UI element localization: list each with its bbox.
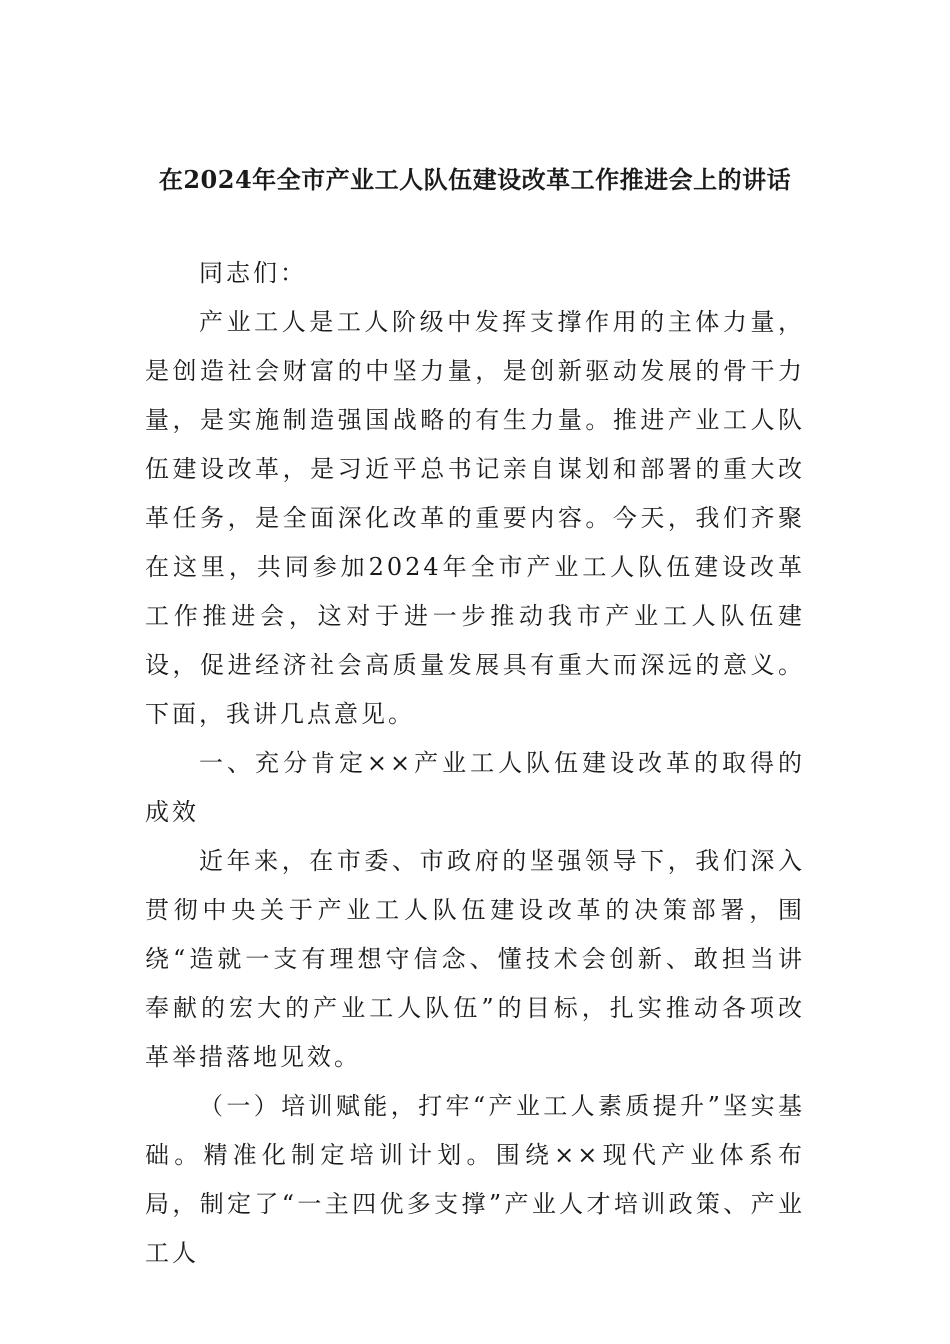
intro-paragraph: 产业工人是工人阶级中发挥支撑作用的主体力量，是创造社会财富的中坚力量，是创新驱动发展的骨干力量，是实施制造强国战略的有生力量。推进产业工人队伍建设改革，是习近平总书记亲自谋划和部署的重大改革任务，是全面深化改革的重要内容。今天，我们齐聚在这里，共同参加2024年全市产业工人队伍建设改革工作推进会，这对于进一步推动我市产业工人队伍建设，促进经济社会高质量发展具有重大而深远的意义。下面，我讲几点意见。 (145, 308, 805, 728)
section-1-paragraph: 近年来，在市委、市政府的坚强领导下，我们深入贯彻中央关于产业工人队伍建设改革的决策部署，围绕“造就一支有理想守信念、懂技术会创新、敢担当讲奉献的宏大的产业工人队伍”的目标，扎实推动各项改革举措落地见效。 (145, 847, 805, 1071)
subsection-1-paragraph: （一）培训赋能，打牢“产业工人素质提升”坚实基础。精准化制定培训计划。围绕××现代产业体系布局，制定了“一主四优多支撑”产业人才培训政策、产业工人 (145, 1092, 805, 1267)
section-heading-1: 一、充分肯定××产业工人队伍建设改革的取得的成效 (145, 749, 805, 826)
document-title: 在2024年全市产业工人队伍建设改革工作推进会上的讲话 (158, 165, 792, 194)
document-body (145, 249, 805, 1278)
salutation-paragraph: 同志们： (199, 259, 307, 287)
